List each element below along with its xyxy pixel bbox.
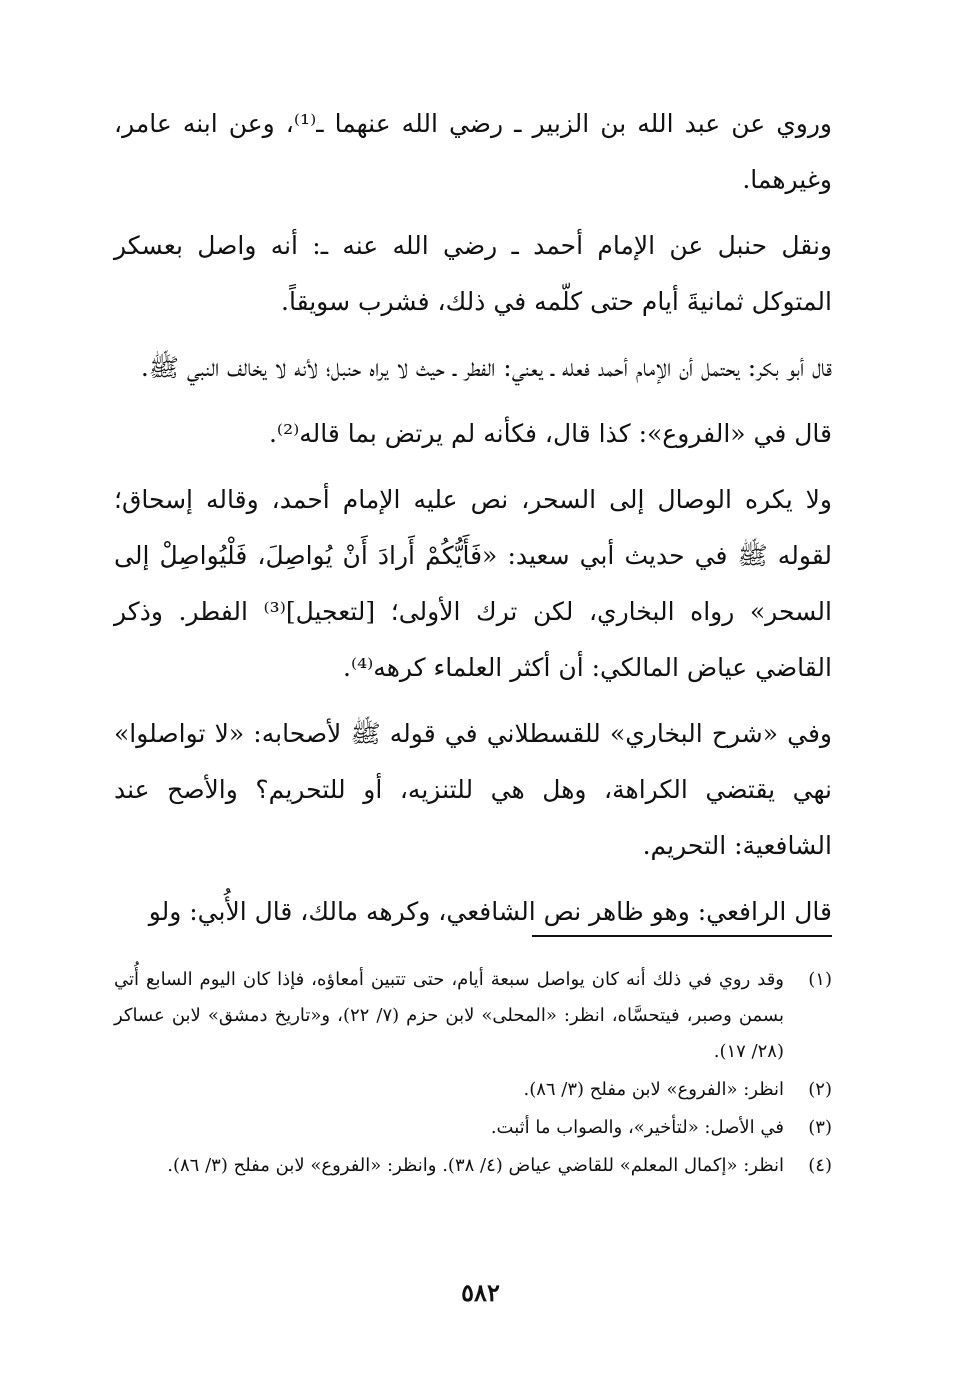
- footnote-1: [114, 962, 832, 1070]
- paragraph-5: ولا يكره الوصال إلى السحر، نص عليه الإمام أحمد، وقاله إسحاق؛ لقوله ﷺ في حديث أبي سعيد: «فَأَيُّكُمْ أَرادَ أَنْ يُواصِلَ، فَلْيُواصِلْ إلى السحر» رواه البخاري، لكن ترك الأولى؛ [لتعجيل]⁽³⁾ الفطر. وذكر القاضي عياض المالكي: أن أكثر العلماء كرهه⁽⁴⁾.: [114, 485, 832, 682]
- footnote-number: (٣): [808, 1117, 832, 1138]
- main-text: [114, 96, 832, 950]
- paragraph-2: ونقل حنبل عن الإمام أحمد ـ رضي الله عنه ـ: أنه واصل بعسكر المتوكل ثمانيةَ أيام حتى كلّمه في ذلك، فشرب سويقاً.: [114, 231, 832, 316]
- footnote-text: انظر: «إكمال المعلم» للقاضي عياض (٤/ ٣٨). وانظر: «الفروع» لابن مفلح (٣/ ٨٦).: [167, 1155, 784, 1176]
- footnote-text: في الأصل: «لتأخير»، والصواب ما أثبت.: [490, 1117, 784, 1138]
- footnote-text: وقد روي في ذلك أنه كان يواصل سبعة أيام، حتى تتبين أمعاؤه، فإذا كان اليوم السابع أُتي بسمن وصبر، فيتحسَّاه، انظر: «المحلى» لابن حزم (٧/ ٢٢)، و«تاريخ دمشق» لابن عساكر (٢٨/ ١٧).: [114, 969, 784, 1062]
- footnote-4: [114, 1148, 832, 1184]
- paragraph-4: قال في «الفروع»: كذا قال، فكأنه لم يرتض بما قاله⁽²⁾.: [268, 419, 832, 448]
- footnote-text: انظر: «الفروع» لابن مفلح (٣/ ٨٦).: [523, 1079, 784, 1100]
- footnote-number: (١): [808, 969, 832, 990]
- footnotes: [114, 962, 832, 1186]
- footnote-number: (٢): [808, 1079, 832, 1100]
- footnote-number: (٤): [808, 1155, 832, 1176]
- paragraph-7: قال الرافعي: وهو ظاهر نص الشافعي، وكرهه مالك، قال الأُبي: ولو: [148, 897, 832, 926]
- paragraph-6: وفي «شرح البخاري» للقسطلاني في قوله ﷺ لأصحابه: «لا تواصلوا» نهي يقتضي الكراهة، وهل هي للتنزيه، أو للتحريم؟ والأصح عند الشافعية: التحريم.: [114, 719, 832, 860]
- page-number: ٥٨٢: [461, 1278, 500, 1307]
- footnote-2: [114, 1072, 832, 1108]
- paragraph-1: وروي عن عبد الله بن الزبير ـ رضي الله عنهما ـ⁽¹⁾، وعن ابنه عامر، وغيرهما.: [114, 109, 832, 194]
- footnote-3: [114, 1110, 832, 1146]
- paragraph-3: قال أبو بكر: يحتمل أن الإمام أحمد فعله ـ يعني: الفطر ـ حيث لا يراه حنبل؛ لأنه لا يخالف النبي ﷺ.: [140, 353, 832, 382]
- footnote-separator: [532, 935, 832, 937]
